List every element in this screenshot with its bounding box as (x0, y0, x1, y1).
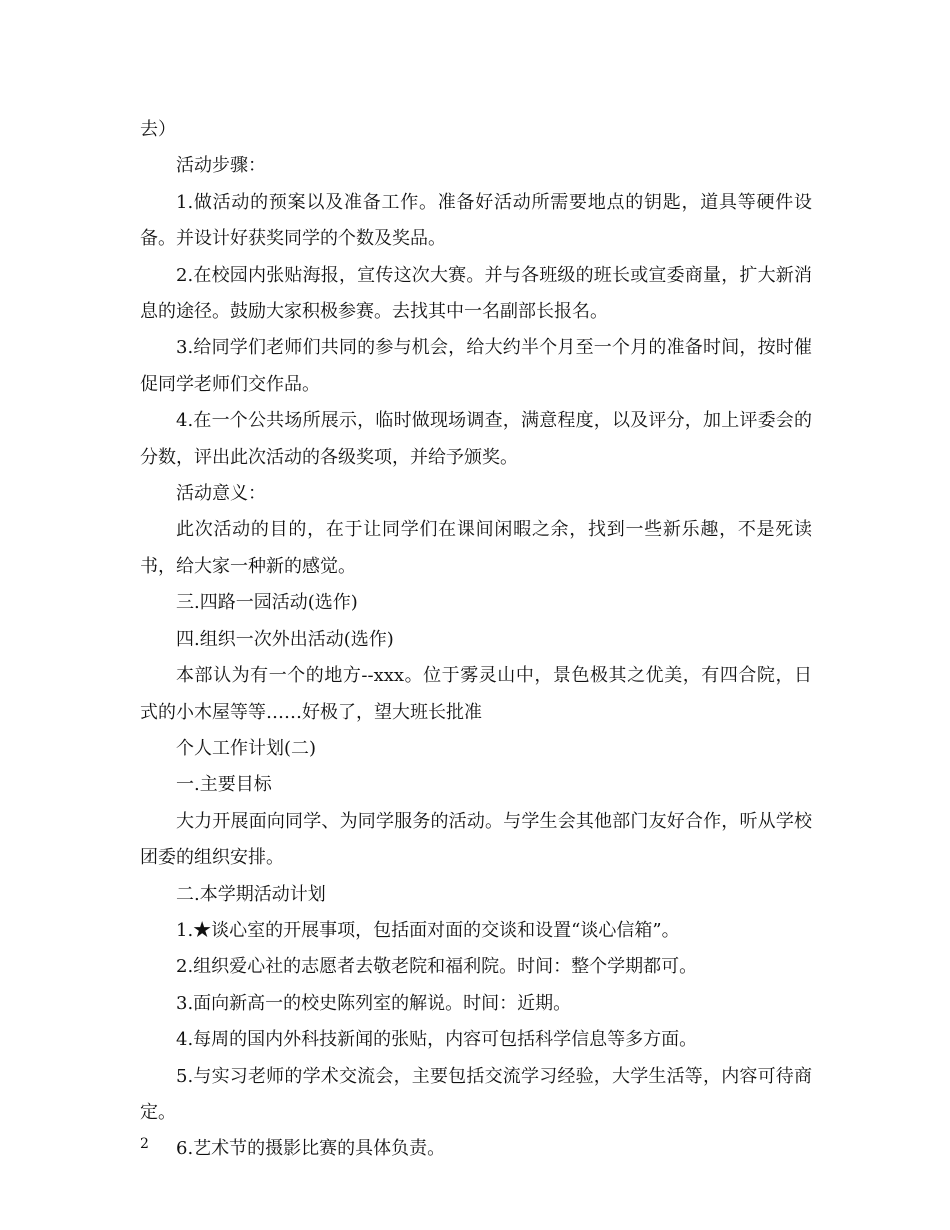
paragraph-continuation: 去） (140, 119, 176, 140)
heading-semester-plan: 二.本学期活动计划 (176, 883, 326, 905)
list-item-step-2: 2.在校园内张贴海报，宣传这次大赛。并与各班级的班长或宣委商量，扩大新消息的途径。鼓励大家积极参赛。去找其中一名副部长报名。 (140, 264, 812, 323)
list-item-plan-4: 4.每周的国内外科技新闻的张贴，内容可包括科学信息等多方面。 (176, 1029, 698, 1051)
section-three: 三.四路一园活动(选作) (176, 592, 358, 614)
paragraph-outing-location: 本部认为有一个的地方--xxx。位于雾灵山中，景色极其之优美，有四合院，日式的小木屋等等……好极了，望大班长批准 (140, 665, 812, 723)
document-body (140, 112, 812, 1168)
list-item-step-1: 1.做活动的预案以及准备工作。准备好活动所需要地点的钥匙，道具等硬件设备。并设计好获奖同学的个数及奖品。 (140, 191, 812, 250)
heading-main-goal: 一.主要目标 (176, 774, 272, 796)
list-item-plan-6: 6.艺术节的摄影比赛的具体负责。 (176, 1138, 446, 1160)
list-item-plan-1: 1.★谈心室的开展事项，包括面对面的交谈和设置“谈心信箱”。 (176, 919, 680, 941)
list-item-plan-3: 3.面向新高一的校史陈列室的解说。时间：近期。 (176, 992, 572, 1014)
paragraph-main-goal: 大力开展面向同学、为同学服务的活动。与学生会其他部门友好合作，听从学校团委的组织安排。 (140, 810, 812, 869)
page-number: 2 (140, 1136, 149, 1152)
section-four: 四.组织一次外出活动(选作) (176, 628, 394, 650)
list-item-step-4: 4.在一个公共场所展示，临时做现场调查，满意程度，以及评分，加上评委会的分数，评出此次活动的各级奖项，并给予颁奖。 (140, 410, 812, 468)
list-item-plan-2: 2.组织爱心社的志愿者去敬老院和福利院。时间：整个学期都可。 (176, 956, 698, 978)
list-item-step-3: 3.给同学们老师们共同的参与机会，给大约半个月至一个月的准备时间，按时催促同学老师们交作品。 (140, 337, 812, 395)
heading-activity-meaning: 活动意义： (176, 483, 266, 505)
paragraph-activity-purpose: 此次活动的目的，在于让同学们在课间闲暇之余，找到一些新乐趣，不是死读书，给大家一种新的感觉。 (140, 519, 812, 577)
list-item-plan-5: 5.与实习老师的学术交流会，主要包括交流学习经验，大学生活等，内容可待商定。 (140, 1065, 812, 1123)
heading-plan-two: 个人工作计划(二) (176, 737, 317, 759)
heading-activity-steps: 活动步骤： (176, 155, 266, 177)
